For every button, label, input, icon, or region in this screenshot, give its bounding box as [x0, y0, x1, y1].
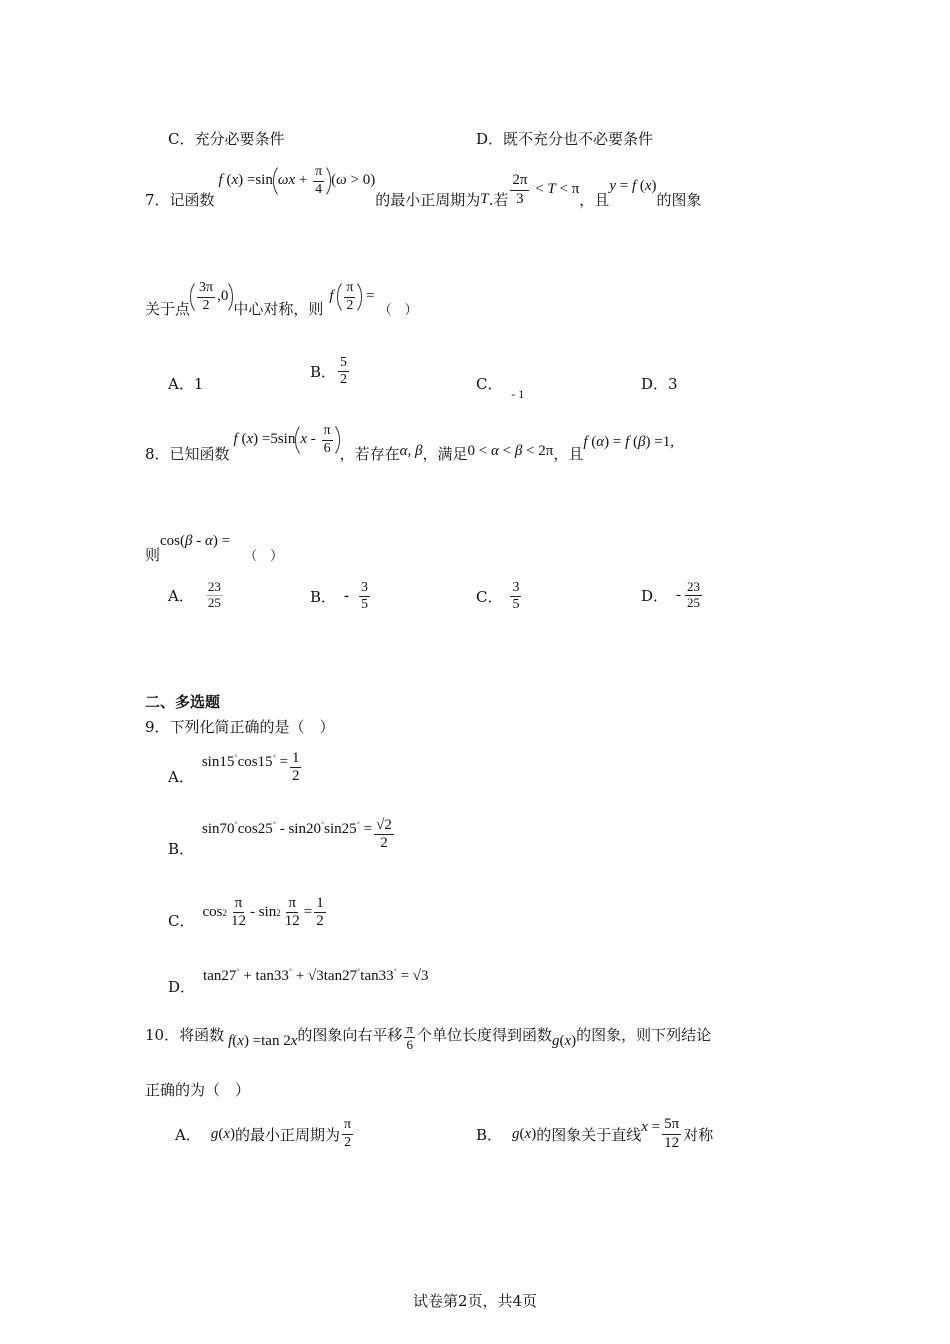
q7-b-num: 5 — [338, 355, 349, 372]
q10-line2: 正确的为（ ） — [145, 1081, 251, 1099]
q10-option-a-text: 的最小正周期为 — [235, 1125, 341, 1144]
q8-option-c-label: C． — [476, 588, 503, 607]
q8-a-num: 23 — [207, 579, 221, 594]
q8-b-den: 5 — [361, 597, 369, 613]
q8-option-d-value — [685, 580, 702, 611]
q9-option-a-formula: sin15°cos15° = — [201, 752, 288, 770]
q7-point: $\frac{3\pi}{2}$ ,0 — [190, 279, 233, 314]
q10-option-a-value: $\frac{\pi}{2}$ — [344, 1117, 352, 1150]
q8-option-b-value — [359, 580, 370, 613]
q8-number: 8．已知函数 — [145, 444, 230, 463]
q8-equation: f (α) = f (β) =1, — [583, 433, 674, 450]
q7-text-graph: 的图象 — [656, 190, 702, 209]
q10-text-unit: 个单位长度得到函数 — [416, 1025, 552, 1044]
q8-vars: α, β — [399, 442, 423, 459]
q7-text-period: 的最小正周期为 — [375, 190, 481, 209]
q8-text-satisfy: ，满足 — [422, 444, 468, 463]
q10-g-function: g(x) — [552, 1032, 577, 1049]
q8-option-c — [476, 580, 523, 613]
q7-option-b-label: B． — [310, 363, 337, 382]
q7-y-eq: y = f (x) — [609, 177, 657, 194]
q9-option-b-value: $\frac{√2}{2}$ — [376, 816, 392, 851]
q10-option-b-suffix: 对称 — [683, 1125, 714, 1144]
q9-option-d-label: D． — [168, 978, 196, 996]
q8-option-d-sign: - — [676, 586, 682, 603]
section-title-multiple-choice: 二、多选题 — [145, 693, 221, 711]
q10-option-b-value: $\frac{5\pi}{12}$ — [664, 1116, 680, 1151]
q10-option-b-text: 的图象关于直线 — [536, 1125, 642, 1144]
q7-line2 — [145, 272, 418, 322]
q7-option-d: D．3 — [641, 375, 678, 393]
q7-number: 7．记函数 — [145, 190, 215, 209]
q9-option-b-label: B． — [168, 840, 195, 858]
q10-line1 — [145, 1014, 711, 1060]
q7-option-b-value — [338, 355, 349, 388]
q10-option-a-g: g(x) — [210, 1125, 236, 1142]
q9-option-a-half: $\frac{1}{2}$ — [291, 749, 300, 784]
q9-option-d-formula: tan27° + tan33° + √3tan27°tan33° = √3 — [203, 966, 429, 984]
q10-text-shift: 的图象向右平移 — [297, 1025, 403, 1044]
q8-inequality: 0 < α < β < 2π — [467, 442, 554, 459]
q7-blank: （ ） — [378, 302, 418, 318]
q9-option-a — [168, 748, 303, 787]
q10-shift-amount: $\frac{\pi}{6}$ — [406, 1020, 413, 1052]
q8-c-den: 5 — [512, 597, 520, 613]
q8-blank: （ ） — [244, 549, 284, 564]
q7-text-symmetric: 中心对称，则 — [233, 299, 324, 318]
q8-c-num: 3 — [510, 580, 521, 597]
q7-option-c-label: C． — [476, 375, 503, 393]
q8-function-formula: f (x) =5sin x - $\frac{\pi}{6}$ — [234, 422, 340, 457]
q10-option-a-label: A． — [175, 1125, 201, 1144]
q7-text-if: .若 — [488, 190, 509, 209]
q10-number: 10．将函数 — [145, 1025, 225, 1044]
q6-option-c: C．充分必要条件 — [168, 130, 285, 148]
q7-option-c-value: - 1 — [511, 387, 525, 401]
q8-option-d-label: D． — [641, 586, 669, 605]
q8-line2-prefix: 则 — [145, 546, 161, 564]
q8-option-a-value — [206, 580, 223, 611]
q10-option-b-g: g(x) — [512, 1125, 537, 1142]
q8-cos-expression: cos(β - α) = — [160, 533, 231, 549]
page-footer: 试卷第2页，共4页 — [412, 1292, 538, 1310]
q9-option-d — [168, 956, 429, 997]
q8-text-and: ，且 — [553, 444, 584, 463]
q8-option-c-value — [510, 580, 521, 613]
q7-text-about-point: 关于点 — [145, 299, 191, 318]
q7-b-den: 2 — [340, 372, 348, 388]
q9-option-b — [168, 810, 396, 859]
q7-option-c — [476, 373, 525, 401]
q8-option-a — [168, 580, 225, 611]
q6-option-d: D．既不充分也不必要条件 — [476, 130, 654, 148]
q7-line1 — [145, 162, 702, 222]
q9-stem: 9．下列化简正确的是（ ） — [145, 718, 335, 736]
q8-d-den: 25 — [687, 594, 701, 610]
q7-query: f $\frac{\pi}{2}$ = — [329, 279, 374, 314]
q10-function: f(x) =tan 2x — [228, 1032, 298, 1049]
q8-b-num: 3 — [359, 580, 370, 597]
q7-option-b — [310, 355, 351, 388]
q8-text-exists: ，若存在 — [339, 444, 400, 463]
q7-function-formula: f (x) =sin ωx + $\frac{\pi}{4}$ (ω > 0) — [219, 163, 376, 198]
q9-option-b-formula: sin70°cos25° - sin20°sin25° = — [202, 819, 373, 837]
q7-var-T: T — [480, 190, 489, 207]
q8-line1 — [145, 418, 674, 470]
q7-condition: $\frac{2\pi}{3}$ < T < π — [512, 172, 580, 207]
q8-a-den: 25 — [207, 594, 221, 610]
q8-option-b — [310, 580, 372, 613]
q9-option-a-label: A． — [168, 768, 194, 786]
q10-option-a — [175, 1112, 355, 1156]
q10-option-b-label: B． — [476, 1125, 503, 1144]
q10-option-b — [476, 1112, 713, 1156]
q8-option-b-label: B． — [310, 588, 337, 607]
q9-option-c-formula: cos 2 $\frac{\pi}{12}$ - sin 2 $\frac{\pi}{12}$ = $\frac{1}{2}$ — [202, 894, 324, 929]
q8-option-d — [641, 580, 704, 611]
q10-option-b-line: x = — [641, 1118, 661, 1135]
q7-text-and: ，且 — [579, 190, 610, 209]
q8-line2 — [145, 518, 283, 565]
q9-option-c — [168, 894, 328, 931]
q9-option-c-label: C． — [168, 912, 195, 930]
q8-option-a-label: A． — [168, 586, 194, 605]
q8-option-b-sign: - — [344, 588, 350, 605]
q7-option-a: A．1 — [168, 375, 204, 393]
q8-d-num: 23 — [687, 579, 701, 594]
q10-text-graph: 的图象，则下列结论 — [576, 1025, 712, 1044]
